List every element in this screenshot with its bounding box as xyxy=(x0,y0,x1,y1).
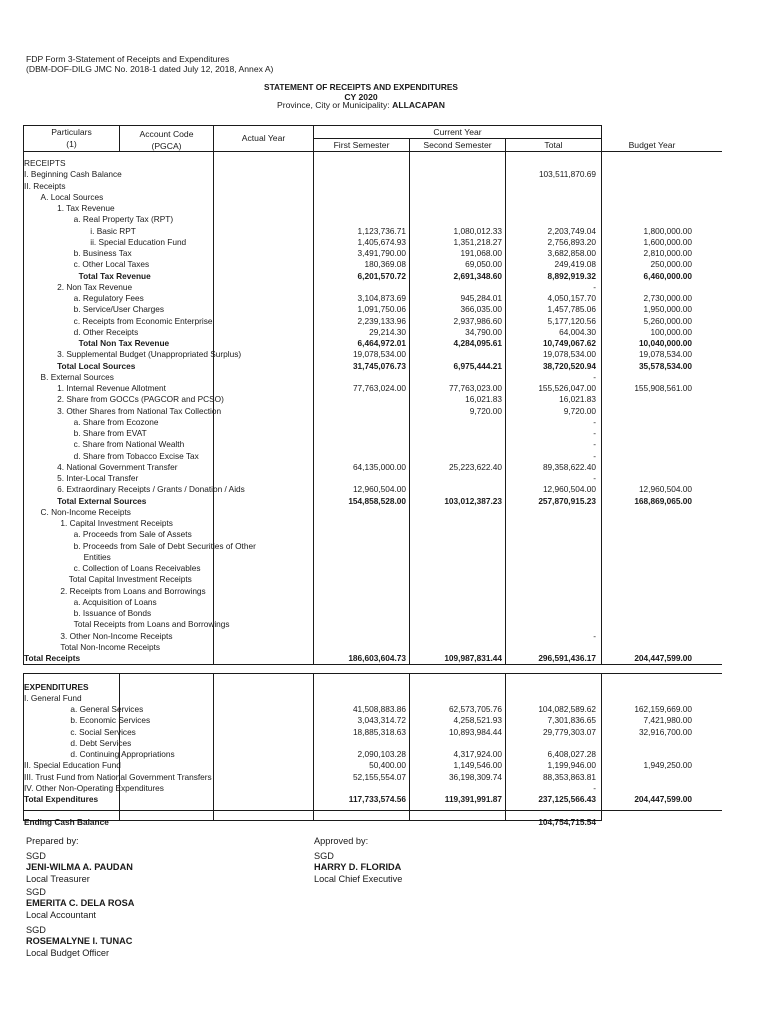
row-label: a. Share from Ecozone xyxy=(73,416,159,427)
signatory-sgd: SGD xyxy=(26,851,46,861)
second-semester-value: 366,035.00 xyxy=(460,304,502,315)
second-semester-value: 16,021.83 xyxy=(465,394,502,405)
total-value: - xyxy=(593,416,596,427)
first-semester-value: 1,123,736.71 xyxy=(357,225,406,236)
table-row xyxy=(0,158,770,169)
signatory-position: Local Chief Executive xyxy=(314,873,403,884)
row-label: 5. Inter-Local Transfer xyxy=(57,473,139,483)
signatory-sgd: SGD xyxy=(26,887,46,897)
first-semester-value: 186,603,604.73 xyxy=(348,653,406,663)
second-semester-value: 25,223,622.40 xyxy=(448,461,502,472)
total-value: 29,779,303.07 xyxy=(542,726,596,737)
second-semester-value: 1,351,218.27 xyxy=(453,236,502,247)
table-row xyxy=(0,817,770,828)
table-row xyxy=(0,439,770,450)
total-value: 16,021.83 xyxy=(559,394,596,405)
first-semester-value: 3,491,790.00 xyxy=(357,248,406,258)
table-row xyxy=(0,282,770,293)
first-semester-value: 12,960,504.00 xyxy=(352,484,406,495)
second-semester-value: 109,987,831.44 xyxy=(444,653,502,663)
row-label: c. Receipts from Economic Enterprise xyxy=(73,315,213,326)
row-label: b. Service/User Charges xyxy=(73,304,165,315)
table-row xyxy=(0,563,770,574)
total-value: 296,591,436.17 xyxy=(538,653,596,663)
row-label: c. Share from National Wealth xyxy=(73,439,185,450)
table-row xyxy=(0,338,770,349)
signatory-name: JENI-WILMA A. PAUDAN xyxy=(26,862,133,873)
row-label: Ending Cash Balance xyxy=(24,816,109,827)
total-value: 89,358,622.40 xyxy=(542,461,596,472)
budget-year-value: 12,960,504.00 xyxy=(638,484,692,495)
signatory-name: ROSEMALYNE I. TUNAC xyxy=(26,936,133,947)
form-reference-line1: FDP Form 3-Statement of Receipts and Expenditures xyxy=(26,54,230,64)
row-label: a. General Services xyxy=(70,704,144,714)
signatory-chief-executive xyxy=(314,851,402,885)
second-semester-value: 103,012,387.23 xyxy=(444,495,502,506)
table-row xyxy=(0,417,770,428)
total-value: 7,301,836.65 xyxy=(547,715,596,726)
table-row xyxy=(0,507,770,518)
total-value: 4,050,157.70 xyxy=(547,293,596,303)
second-semester-value: 10,893,984.44 xyxy=(448,726,502,737)
table-row xyxy=(0,670,770,681)
total-value: 1,457,785.06 xyxy=(547,304,596,315)
table-row xyxy=(0,203,770,214)
budget-year-value: 1,800,000.00 xyxy=(643,225,692,236)
row-label: EXPENDITURES xyxy=(24,681,89,692)
first-semester-value: 3,043,314.72 xyxy=(357,715,406,726)
table-row xyxy=(0,271,770,282)
total-value: - xyxy=(593,428,596,438)
second-semester-value: 4,284,095.61 xyxy=(453,338,502,348)
first-semester-value: 41,508,883.86 xyxy=(352,704,406,714)
table-row xyxy=(0,749,770,760)
table-row xyxy=(0,597,770,608)
row-label: 2. Receipts from Loans and Borrowings xyxy=(60,585,206,596)
total-value: 155,526,047.00 xyxy=(538,383,596,393)
approved-by-label: Approved by: xyxy=(314,836,369,846)
col-header-particulars-num: (1) xyxy=(66,139,77,149)
total-value: - xyxy=(593,450,596,461)
budget-year-value: 32,916,700.00 xyxy=(638,726,692,737)
second-semester-value: 119,391,991.87 xyxy=(444,794,502,804)
row-label: C. Non-Income Receipts xyxy=(40,506,131,517)
table-row xyxy=(0,169,770,180)
row-label: III. Trust Fund from National Government Transfers xyxy=(24,771,212,782)
budget-year-value: 10,040,000.00 xyxy=(638,338,692,348)
row-label: I. Beginning Cash Balance xyxy=(24,169,122,180)
signatory-sgd: SGD xyxy=(26,925,46,935)
first-semester-value: 6,464,972.01 xyxy=(357,338,406,348)
row-label: B. External Sources xyxy=(40,371,114,382)
budget-year-value: 250,000.00 xyxy=(650,259,692,270)
table-row xyxy=(0,608,770,619)
second-semester-value: 2,691,348.60 xyxy=(453,270,502,281)
row-label: II. Receipts xyxy=(24,180,66,191)
table-row xyxy=(0,619,770,630)
row-label: 2. Non Tax Revenue xyxy=(57,281,133,292)
first-semester-value: 18,885,318.63 xyxy=(352,726,406,737)
signatory-name: HARRY D. FLORIDA xyxy=(314,862,402,873)
first-semester-value: 52,155,554.07 xyxy=(352,771,406,782)
current-year-divider xyxy=(313,138,602,139)
total-value: 3,682,858.00 xyxy=(547,248,596,258)
row-label: 3. Supplemental Budget (Unappropriated Surplus) xyxy=(57,349,242,360)
row-label: d. Continuing Appropriations xyxy=(70,749,175,759)
total-value: 104,082,589.62 xyxy=(538,704,596,714)
prepared-by-label: Prepared by: xyxy=(26,836,79,846)
total-value: - xyxy=(593,630,596,641)
col-header-account-code xyxy=(120,129,213,151)
second-semester-value: 9,720.00 xyxy=(469,405,502,416)
budget-year-value: 2,730,000.00 xyxy=(643,293,692,303)
first-semester-value: 77,763,024.00 xyxy=(352,383,406,393)
col-header-total: Total xyxy=(544,140,563,150)
row-label: d. Share from Tobacco Excise Tax xyxy=(73,450,199,461)
table-row xyxy=(0,451,770,462)
first-semester-value: 180,369.08 xyxy=(364,259,406,270)
row-label: Total Non Tax Revenue xyxy=(78,338,170,348)
table-row xyxy=(0,327,770,338)
col-header-current-year: Current Year xyxy=(433,127,482,137)
row-label: a. Regulatory Fees xyxy=(73,293,144,303)
total-value: 6,408,027.28 xyxy=(547,749,596,759)
table-row xyxy=(0,293,770,304)
first-semester-value: 1,091,750.06 xyxy=(357,304,406,315)
row-label: b. Share from EVAT xyxy=(73,428,147,438)
row-label: Total Receipts xyxy=(24,653,81,663)
lgu-label: Province, City or Municipality: xyxy=(277,100,390,110)
signatory-position: Local Budget Officer xyxy=(26,947,110,958)
total-value: - xyxy=(593,371,596,382)
signatory-budget-officer xyxy=(26,925,132,959)
total-value: 8,892,919.32 xyxy=(547,270,596,281)
total-value: 249,419.08 xyxy=(554,259,596,270)
first-semester-value: 3,104,873.69 xyxy=(357,293,406,303)
col-header-budget-year: Budget Year xyxy=(628,140,676,150)
budget-year-value: 100,000.00 xyxy=(650,326,692,337)
table-row xyxy=(0,372,770,383)
statement-title: STATEMENT OF RECEIPTS AND EXPENDITURES xyxy=(264,82,458,92)
total-value: - xyxy=(593,782,596,793)
row-label: b. Economic Services xyxy=(70,715,151,726)
signatory-treasurer xyxy=(26,851,133,885)
row-label: i. Basic RPT xyxy=(90,225,136,236)
second-semester-value: 945,284.01 xyxy=(460,293,502,303)
table-row xyxy=(0,248,770,259)
first-semester-value: 19,078,534.00 xyxy=(352,349,406,360)
signatory-accountant xyxy=(26,887,134,921)
table-row xyxy=(0,772,770,783)
row-label: II. Special Education Fund xyxy=(24,760,121,771)
form-reference xyxy=(26,54,273,74)
budget-year-value: 35,578,534.00 xyxy=(638,360,692,371)
table-row xyxy=(0,361,770,372)
total-value: 10,749,067.62 xyxy=(542,338,596,348)
table-row xyxy=(0,642,770,653)
table-row xyxy=(0,653,770,664)
table-row xyxy=(0,237,770,248)
budget-year-value: 2,810,000.00 xyxy=(643,248,692,258)
budget-year-value: 168,869,065.00 xyxy=(634,495,692,506)
first-semester-value: 64,135,000.00 xyxy=(352,461,406,472)
budget-year-value: 6,460,000.00 xyxy=(643,270,692,281)
row-label: d. Debt Services xyxy=(70,737,132,748)
form-reference-line2: (DBM-DOF-DILG JMC No. 2018-1 dated July 12, 2018, Annex A) xyxy=(26,64,274,74)
row-label: b. Business Tax xyxy=(73,248,132,258)
budget-year-value: 7,421,980.00 xyxy=(643,715,692,726)
signatory-name: EMERITA C. DELA ROSA xyxy=(26,898,135,909)
statement-year: CY 2020 xyxy=(344,92,378,102)
row-label: A. Local Sources xyxy=(40,191,104,202)
row-label: Total Capital Investment Receipts xyxy=(68,574,192,585)
table-row xyxy=(0,226,770,237)
table-row xyxy=(0,715,770,726)
row-label: Total External Sources xyxy=(57,495,147,506)
table-row xyxy=(0,304,770,315)
total-value: 1,199,946.00 xyxy=(547,760,596,771)
total-value: - xyxy=(593,281,596,292)
table-row xyxy=(0,760,770,771)
first-semester-value: 154,858,528.00 xyxy=(348,495,406,506)
row-label: Entities xyxy=(83,551,111,562)
table-row xyxy=(0,805,770,816)
col-header-particulars-label: Particulars xyxy=(51,127,92,137)
row-label: a. Acquisition of Loans xyxy=(73,596,157,607)
row-label: d. Other Receipts xyxy=(73,326,139,337)
table-row xyxy=(0,586,770,597)
row-label: 4. National Government Transfer xyxy=(57,461,178,472)
first-semester-value: 31,745,076.73 xyxy=(352,360,406,371)
first-semester-value: 2,090,103.28 xyxy=(357,749,406,759)
total-value: - xyxy=(593,473,596,483)
row-label: 3. Other Non-Income Receipts xyxy=(60,630,173,641)
table-row xyxy=(0,349,770,360)
first-semester-value: 50,400.00 xyxy=(369,760,406,771)
table-row xyxy=(0,631,770,642)
row-label: a. Proceeds from Sale of Assets xyxy=(73,529,192,540)
row-label: Total Local Sources xyxy=(57,360,136,371)
row-label: I. General Fund xyxy=(24,692,82,703)
second-semester-value: 2,937,986.60 xyxy=(453,315,502,326)
table-row xyxy=(0,496,770,507)
table-row xyxy=(0,259,770,270)
row-label: Total Non-Income Receipts xyxy=(60,641,161,652)
table-row xyxy=(0,394,770,405)
budget-year-value: 204,447,599.00 xyxy=(634,794,692,804)
table-row xyxy=(0,529,770,540)
row-label: b. Issuance of Bonds xyxy=(73,608,152,618)
table-row xyxy=(0,727,770,738)
total-value: 88,353,863.81 xyxy=(542,771,596,782)
table-row xyxy=(0,783,770,794)
row-label: 6. Extraordinary Receipts / Grants / Donation / Aids xyxy=(57,484,245,495)
total-value: 9,720.00 xyxy=(563,405,596,416)
table-row xyxy=(0,473,770,484)
budget-year-value: 1,949,250.00 xyxy=(643,760,692,771)
budget-year-value: 1,600,000.00 xyxy=(643,236,692,247)
second-semester-value: 1,149,546.00 xyxy=(453,760,502,771)
col-header-account-code-sub: (PGCA) xyxy=(151,141,182,151)
total-value: 19,078,534.00 xyxy=(542,349,596,360)
row-label: RECEIPTS xyxy=(24,158,66,168)
budget-year-value: 162,159,669.00 xyxy=(634,704,692,714)
table-row xyxy=(0,406,770,417)
table-row xyxy=(0,541,770,552)
total-value: 64,004.30 xyxy=(559,326,596,337)
table-row xyxy=(0,428,770,439)
col-header-second-semester: Second Semester xyxy=(423,140,492,150)
statement-table-body xyxy=(0,158,770,828)
total-value: - xyxy=(593,439,596,450)
table-row xyxy=(0,316,770,327)
table-header-bottom-border xyxy=(23,151,722,152)
table-row xyxy=(0,214,770,225)
total-value: 5,177,120.56 xyxy=(547,315,596,326)
total-value: 257,870,915.23 xyxy=(538,495,596,506)
signatory-position: Local Treasurer xyxy=(26,873,90,884)
second-semester-value: 34,790.00 xyxy=(465,326,502,337)
row-label: IV. Other Non-Operating Expenditures xyxy=(24,782,164,793)
signatory-position: Local Accountant xyxy=(26,909,96,920)
second-semester-value: 36,198,309.74 xyxy=(448,771,502,782)
signatory-sgd: SGD xyxy=(314,851,334,861)
total-value: 38,720,520.94 xyxy=(542,360,596,371)
table-row xyxy=(0,738,770,749)
table-row xyxy=(0,704,770,715)
second-semester-value: 1,080,012.33 xyxy=(453,225,502,236)
row-label: Total Tax Revenue xyxy=(78,270,151,281)
table-row xyxy=(0,484,770,495)
table-row xyxy=(0,518,770,529)
table-row xyxy=(0,574,770,585)
table-row xyxy=(0,682,770,693)
total-value: 103,511,870.69 xyxy=(538,169,596,180)
second-semester-value: 191,068.00 xyxy=(460,248,502,258)
row-label: 1. Capital Investment Receipts xyxy=(60,518,173,528)
row-label: Total Receipts from Loans and Borrowings xyxy=(73,619,230,630)
total-value: 2,203,749.04 xyxy=(547,225,596,236)
table-row xyxy=(0,383,770,394)
total-value: 237,125,566.43 xyxy=(538,794,596,804)
table-row xyxy=(0,794,770,805)
row-label: 2. Share from GOCCs (PAGCOR and PCSO) xyxy=(57,394,224,405)
second-semester-value: 69,050.00 xyxy=(465,259,502,270)
row-label: c. Social Services xyxy=(70,726,136,737)
col-header-actual-year: Actual Year xyxy=(241,133,286,143)
budget-year-value: 5,260,000.00 xyxy=(643,315,692,326)
table-row xyxy=(0,552,770,563)
total-value: 2,756,893.20 xyxy=(547,236,596,247)
first-semester-value: 6,201,570.72 xyxy=(357,270,406,281)
second-semester-value: 4,258,521.93 xyxy=(453,715,502,726)
second-semester-value: 4,317,924.00 xyxy=(453,749,502,759)
first-semester-value: 2,239,133.96 xyxy=(357,315,406,326)
row-label: 1. Internal Revenue Allotment xyxy=(57,383,166,393)
first-semester-value: 1,405,674.93 xyxy=(357,236,406,247)
col-header-particulars xyxy=(24,127,119,149)
total-value: 12,960,504.00 xyxy=(542,484,596,495)
lgu-name: ALLACAPAN xyxy=(392,100,445,110)
row-label: a. Real Property Tax (RPT) xyxy=(73,214,174,225)
table-row xyxy=(0,462,770,473)
second-semester-value: 6,975,444.21 xyxy=(453,360,502,371)
table-row xyxy=(0,192,770,203)
row-label: ii. Special Education Fund xyxy=(90,236,187,247)
total-value: 104,754,715.54 xyxy=(538,816,596,827)
col-header-account-code-label: Account Code xyxy=(139,129,194,139)
row-label: b. Proceeds from Sale of Debt Securities of Other xyxy=(73,540,256,551)
budget-year-value: 155,908,561.00 xyxy=(634,383,692,393)
row-label: c. Collection of Loans Receivables xyxy=(73,563,201,573)
budget-year-value: 1,950,000.00 xyxy=(643,304,692,315)
row-label: c. Other Local Taxes xyxy=(73,259,150,270)
row-label: 1. Tax Revenue xyxy=(57,203,115,213)
first-semester-value: 117,733,574.56 xyxy=(348,794,406,804)
col-header-first-semester: First Semester xyxy=(333,140,390,150)
lgu-line xyxy=(0,100,722,110)
second-semester-value: 62,573,705.76 xyxy=(448,704,502,714)
table-row xyxy=(0,693,770,704)
table-row xyxy=(0,181,770,192)
first-semester-value: 29,214.30 xyxy=(369,326,406,337)
budget-year-value: 204,447,599.00 xyxy=(634,653,692,663)
budget-year-value: 19,078,534.00 xyxy=(638,349,692,360)
row-label: Total Expenditures xyxy=(24,794,99,804)
second-semester-value: 77,763,023.00 xyxy=(448,383,502,393)
row-label: 3. Other Shares from National Tax Collection xyxy=(57,405,222,416)
